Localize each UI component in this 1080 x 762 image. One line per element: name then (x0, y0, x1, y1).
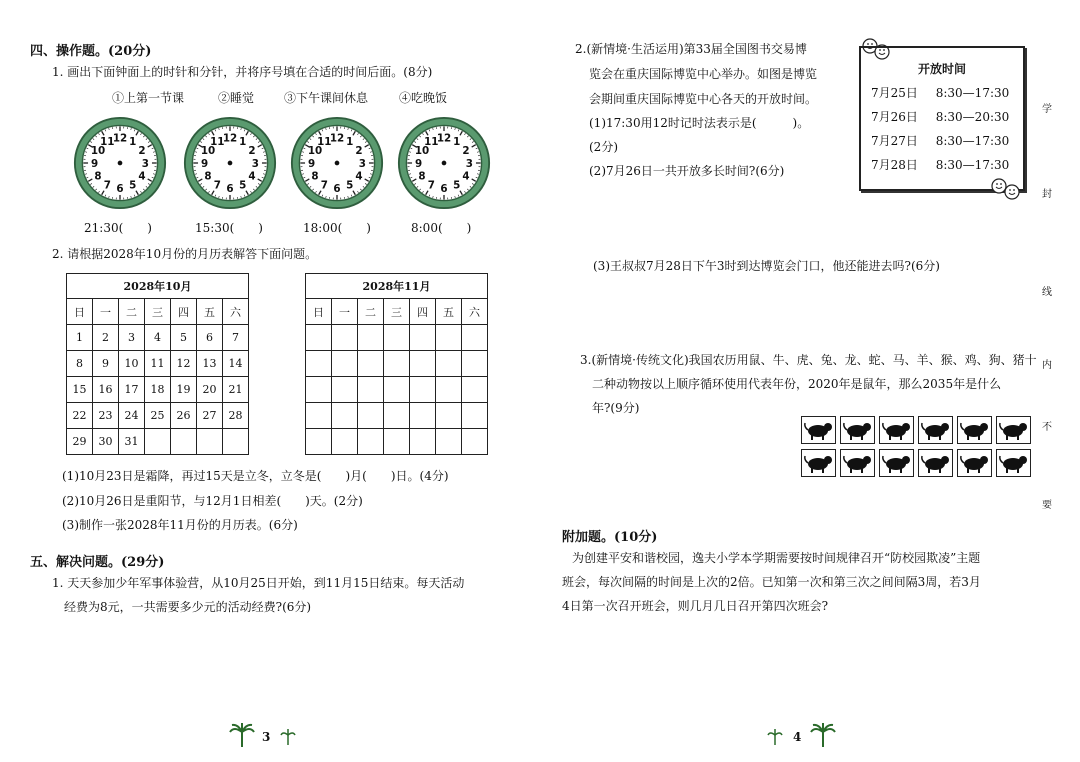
blank-cell[interactable] (332, 377, 358, 403)
calendar-day: 18 (145, 377, 171, 403)
clock-number: 1 (346, 135, 354, 148)
schedule-date: 7月25日 (871, 86, 918, 100)
calendar-day: 10 (119, 351, 145, 377)
binding-char: 学 (1042, 104, 1052, 115)
schedule-time: 8:30—17:30 (935, 86, 1010, 100)
blank-cell[interactable] (410, 351, 436, 377)
bonus-heading: 附加题。(10分) (562, 530, 658, 545)
calendar-day: 17 (119, 377, 145, 403)
clock-number: 2 (138, 145, 146, 158)
clock-time-1: 21:30( ) (84, 221, 152, 235)
blank-cell[interactable] (384, 325, 410, 351)
bonus-line2: 班会，每次间隔的时间是上次的2倍。已知第一次和第三次之间间隔3周，若3月 (562, 575, 981, 589)
weekday-header: 五 (436, 299, 462, 325)
palm-tree-icon (280, 728, 296, 746)
blank-cell[interactable] (462, 429, 488, 455)
schedule-time: 8:30—20:30 (935, 110, 1010, 124)
calendar-day: 22 (67, 403, 93, 429)
binding-char: 封 (1042, 189, 1052, 200)
blank-cell[interactable] (462, 403, 488, 429)
clock-number: 9 (308, 157, 316, 170)
schedule-title: 开放时间 (917, 62, 966, 76)
clock-number: 11 (100, 135, 115, 148)
blank-cell[interactable] (358, 403, 384, 429)
calendar-day: 19 (171, 377, 197, 403)
opening-hours-board (859, 46, 1025, 191)
calendar-day: 21 (223, 377, 249, 403)
clock-number: 10 (414, 145, 430, 158)
blank-cell[interactable] (436, 429, 462, 455)
palm-tree-icon (810, 722, 836, 748)
clock-number: 2 (355, 145, 363, 158)
calendar-day: 31 (119, 429, 145, 455)
page-number-left: 3 (262, 730, 271, 744)
clock-number: 12 (436, 132, 452, 145)
calendar-day (171, 429, 197, 455)
weekday-header: 二 (358, 299, 384, 325)
q2-sub2: (2)10月26日是重阳节，与12月1日相差( )天。(2分) (62, 494, 363, 508)
q2-sub3: (3)制作一张2028年11月份的月历表。(6分) (62, 518, 298, 532)
binding-char: 不 (1042, 422, 1052, 433)
weekday-header: 一 (332, 299, 358, 325)
calendar-day: 8 (67, 351, 93, 377)
clock-time-4: 8:00( ) (411, 221, 472, 235)
blank-cell[interactable] (306, 403, 332, 429)
blank-cell[interactable] (436, 351, 462, 377)
blank-cell[interactable] (462, 351, 488, 377)
clock-number: 12 (112, 132, 128, 145)
clock-number: 11 (424, 135, 439, 148)
schedule-date: 7月26日 (871, 110, 918, 124)
blank-cell[interactable] (306, 377, 332, 403)
clock-number: 1 (239, 135, 247, 148)
calendar-day: 29 (67, 429, 93, 455)
clock-number: 1 (453, 135, 461, 148)
palm-tree-icon (229, 722, 255, 748)
clock-number: 2 (248, 145, 256, 158)
calendar-october (66, 273, 249, 455)
calendar-day: 25 (145, 403, 171, 429)
option-3: ③下午课间休息 (284, 91, 369, 105)
q5-1-line1: 1. 天天参加少年军事体验营，从10月25日开始，到11月15日结束。每天活动 (52, 576, 465, 590)
section-5-heading: 五、解决问题。(29分) (30, 555, 165, 570)
clock-number: 5 (346, 179, 354, 192)
clock-number: 3 (251, 157, 259, 170)
calendar-day: 12 (171, 351, 197, 377)
calendar-day: 6 (197, 325, 223, 351)
clock-number: 11 (317, 135, 332, 148)
blank-cell[interactable] (306, 325, 332, 351)
calendar-day: 26 (171, 403, 197, 429)
weekday-header: 三 (384, 299, 410, 325)
page-number-right: 4 (793, 730, 802, 744)
clock-face-4[interactable] (397, 116, 491, 210)
schedule-time: 8:30—17:30 (935, 134, 1010, 148)
blank-cell[interactable] (410, 325, 436, 351)
option-1: ①上第一节课 (112, 91, 185, 105)
monkey-icon (879, 449, 914, 477)
r-q2-line3: 会期间重庆国际博览中心各天的开放时间。 (589, 92, 818, 106)
weekday-header: 六 (462, 299, 488, 325)
weekday-header: 日 (67, 299, 93, 325)
schedule-date: 7月27日 (871, 134, 918, 148)
r-q3-line1: 3.(新情境·传统文化)我国农历用鼠、牛、虎、兔、龙、蛇、马、羊、猴、鸡、狗、猪十 (580, 353, 1037, 367)
calendar-day: 4 (145, 325, 171, 351)
schedule-row (871, 132, 1009, 149)
clock-time-3: 18:00( ) (303, 221, 371, 235)
calendar-day: 3 (119, 325, 145, 351)
calendar-november-title: 2028年11月 (306, 274, 488, 299)
clock-number: 8 (311, 170, 319, 183)
binding-char: 线 (1042, 287, 1052, 298)
clock-number: 9 (201, 157, 209, 170)
clock-number: 8 (204, 170, 212, 183)
blank-cell[interactable] (436, 325, 462, 351)
calendar-day: 14 (223, 351, 249, 377)
clock-face-3[interactable] (290, 116, 384, 210)
blank-cell[interactable] (384, 429, 410, 455)
rooster-icon (918, 449, 953, 477)
blank-cell[interactable] (358, 377, 384, 403)
weekday-header: 二 (119, 299, 145, 325)
r-q2-line1: 2.(新情境·生活运用)第33届全国图书交易博 (575, 42, 807, 56)
clock-number: 6 (333, 183, 341, 196)
clock-number: 1 (129, 135, 137, 148)
blank-cell[interactable] (306, 429, 332, 455)
blank-cell[interactable] (384, 403, 410, 429)
schedule-time: 8:30—17:30 (935, 158, 1010, 172)
clock-number: 10 (307, 145, 323, 158)
r-q2-sub3: (3)王叔叔7月28日下午3时到达博览会门口，他还能进去吗?(6分) (593, 259, 940, 273)
blank-cell[interactable] (384, 351, 410, 377)
clock-number: 12 (222, 132, 238, 145)
snake-icon (996, 416, 1031, 444)
palm-tree-icon (767, 728, 783, 746)
clock-number: 3 (358, 157, 366, 170)
section-4-heading: 四、操作题。(20分) (30, 44, 152, 59)
calendar-day (197, 429, 223, 455)
blank-cell[interactable] (306, 351, 332, 377)
weekday-header: 四 (171, 299, 197, 325)
clock-number: 8 (94, 170, 102, 183)
clock-number: 9 (415, 157, 423, 170)
clock-number: 7 (103, 179, 111, 192)
clock-number: 3 (141, 157, 149, 170)
clock-number: 8 (418, 170, 426, 183)
blank-cell[interactable] (332, 429, 358, 455)
calendar-day: 13 (197, 351, 223, 377)
blank-cell[interactable] (332, 325, 358, 351)
blank-cell[interactable] (358, 429, 384, 455)
schedule-row (871, 84, 1009, 101)
r-q2-line2: 览会在重庆国际博览中心举办。如图是博览 (589, 67, 818, 81)
goat-icon (840, 449, 875, 477)
binding-char: 要 (1042, 500, 1052, 511)
clock-number: 11 (210, 135, 225, 148)
calendar-day: 1 (67, 325, 93, 351)
bonus-line1: 为创建平安和谐校园，逸夫小学本学期需要按时间规律召开“防校园欺凌”主题 (572, 551, 981, 565)
dog-icon (957, 449, 992, 477)
clock-number: 4 (355, 170, 363, 183)
clock-number: 7 (213, 179, 221, 192)
q2-sub1: (1)10月23日是霜降，再过15天是立冬，立冬是( )月( )日。(4分) (62, 469, 449, 483)
clock-number: 4 (138, 170, 146, 183)
clock-number: 6 (440, 183, 448, 196)
clock-number: 7 (320, 179, 328, 192)
r-q2-sub1: (1)17:30用12时记时法表示是( )。 (589, 116, 810, 130)
clock-time-2: 15:30( ) (195, 221, 263, 235)
tiger-icon (879, 416, 914, 444)
calendar-day: 2 (93, 325, 119, 351)
blank-cell[interactable] (358, 325, 384, 351)
clock-number: 5 (239, 179, 247, 192)
question-2-text: 2. 请根据2028年10月份的月历表解答下面问题。 (52, 247, 318, 261)
calendar-day: 20 (197, 377, 223, 403)
horse-icon (801, 449, 836, 477)
calendar-day: 30 (93, 429, 119, 455)
blank-cell[interactable] (410, 377, 436, 403)
blank-cell[interactable] (436, 377, 462, 403)
r-q3-line2: 二种动物按以上顺序循环使用代表年份，2020年是鼠年，那么2035年是什么 (592, 377, 1002, 391)
r-q2-sub2: (2)7月26日一共开放多长时间?(6分) (589, 164, 785, 178)
clock-number: 4 (248, 170, 256, 183)
clock-number: 2 (462, 145, 470, 158)
blank-cell[interactable] (462, 325, 488, 351)
calendar-day: 5 (171, 325, 197, 351)
weekday-header: 四 (410, 299, 436, 325)
dragon-icon (957, 416, 992, 444)
calendar-day: 16 (93, 377, 119, 403)
clock-number: 7 (427, 179, 435, 192)
clock-number: 5 (453, 179, 461, 192)
pig-icon (996, 449, 1031, 477)
clock-number: 5 (129, 179, 137, 192)
clock-number: 6 (226, 183, 234, 196)
calendar-day: 24 (119, 403, 145, 429)
clock-number: 10 (200, 145, 216, 158)
weekday-header: 一 (93, 299, 119, 325)
q5-1-line2: 经费为8元，一共需要多少元的活动经费?(6分) (64, 600, 312, 614)
blank-cell[interactable] (332, 403, 358, 429)
option-4: ④吃晚饭 (399, 91, 448, 105)
calendar-day: 11 (145, 351, 171, 377)
weekday-header: 六 (223, 299, 249, 325)
calendar-october-title: 2028年10月 (67, 274, 249, 299)
blank-cell[interactable] (332, 351, 358, 377)
blank-cell[interactable] (436, 403, 462, 429)
calendar-day: 9 (93, 351, 119, 377)
clock-number: 6 (116, 183, 124, 196)
ox-icon (840, 416, 875, 444)
clock-number: 3 (465, 157, 473, 170)
weekday-header: 三 (145, 299, 171, 325)
calendar-day: 23 (93, 403, 119, 429)
r-q3-line3: 年?(9分) (592, 401, 640, 415)
calendar-day: 15 (67, 377, 93, 403)
smiley-icon (990, 176, 1020, 202)
calendar-day: 27 (197, 403, 223, 429)
blank-cell[interactable] (410, 429, 436, 455)
bonus-line3: 4日第一次召开班会，则几月几日召开第四次班会? (562, 599, 829, 613)
clock-number: 9 (91, 157, 99, 170)
clock-face-1[interactable] (73, 116, 167, 210)
blank-cell[interactable] (384, 377, 410, 403)
blank-cell[interactable] (410, 403, 436, 429)
rat-icon (801, 416, 836, 444)
r-q2-sub1-score: (2分) (589, 140, 618, 154)
weekday-header: 日 (306, 299, 332, 325)
blank-cell[interactable] (462, 377, 488, 403)
option-2: ②睡觉 (218, 91, 255, 105)
clock-number: 12 (329, 132, 345, 145)
clock-face-2[interactable] (183, 116, 277, 210)
schedule-row (871, 108, 1009, 125)
rabbit-icon (918, 416, 953, 444)
weekday-header: 五 (197, 299, 223, 325)
clock-number: 10 (90, 145, 106, 158)
calendar-day: 28 (223, 403, 249, 429)
blank-cell[interactable] (358, 351, 384, 377)
question-1-text: 1. 画出下面钟面上的时针和分针，并将序号填在合适的时间后面。(8分) (52, 65, 433, 79)
calendar-day: 7 (223, 325, 249, 351)
clock-number: 4 (462, 170, 470, 183)
schedule-row (871, 156, 1009, 173)
calendar-november[interactable] (305, 273, 488, 455)
calendar-day (145, 429, 171, 455)
calendar-day (223, 429, 249, 455)
schedule-date: 7月28日 (871, 158, 918, 172)
binding-char: 内 (1042, 360, 1052, 371)
